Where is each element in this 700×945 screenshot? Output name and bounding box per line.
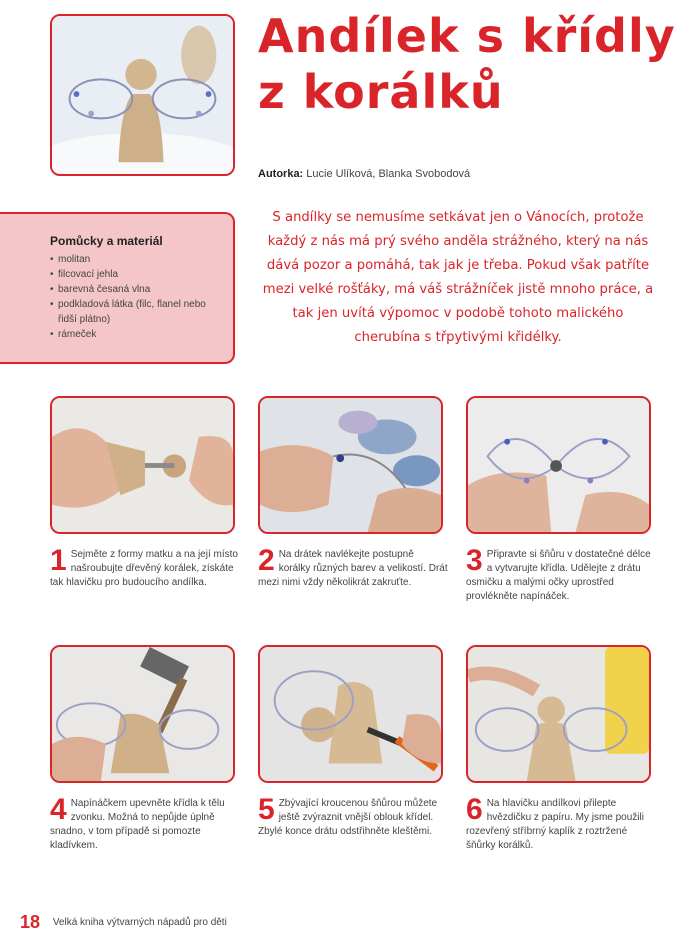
- author-line: [258, 168, 470, 180]
- step-number: 1: [50, 544, 67, 577]
- step-text: Sejměte z formy matku a na její místo našroubujte dřevěný korálek, získáte tak hlavičku pro budoucího andílka.: [50, 549, 238, 588]
- materials-heading: Pomůcky a materiál: [50, 234, 163, 248]
- step-4: [50, 793, 240, 853]
- step-6-photo: [466, 645, 651, 783]
- step-number: 4: [50, 793, 67, 826]
- list-item: • molitan: [50, 252, 221, 267]
- list-item: • podkladová látka (filc, flanel nebo řidší plátno): [50, 297, 221, 327]
- step-6: [466, 793, 656, 853]
- step-number: 2: [258, 544, 275, 577]
- list-item: • barevná česaná vlna: [50, 282, 221, 297]
- title-line-1: Andílek s křídly: [258, 9, 676, 63]
- step-4-photo: [50, 645, 235, 783]
- list-item: • rámeček: [50, 327, 221, 342]
- step-number: 5: [258, 793, 275, 826]
- book-title: Velká kniha výtvarných nápadů pro děti: [52, 917, 227, 929]
- step-2: [258, 544, 448, 590]
- intro-paragraph: S andílky se nemusíme setkávat jen o Vánocích, protože každý z nás má prý svého anděla strážného, který na nás dává pozor a pomáhá, tak jak je třeba. Pokud však patříte mezi velké rošťáky, má váš strážníček jistě mnoho práce, a tak jen uvítá výpomoc v podobě tohoto malického cherubína s třpytivými křidélky.: [262, 210, 654, 345]
- step-text: Připravte si šňůru v dostatečné délce a vytvarujte křídla. Udělejte z drátu osmičku a malými očky uprostřed provlékněte napínáček.: [466, 549, 651, 602]
- step-2-photo: [258, 396, 443, 534]
- step-1-photo: [50, 396, 235, 534]
- step-3-photo: [466, 396, 651, 534]
- author-names: Lucie Ulíková, Blanka Svobodová: [306, 168, 471, 180]
- materials-list: [50, 252, 221, 342]
- page-footer: [20, 912, 227, 933]
- step-3: [466, 544, 656, 604]
- title-line-2: z korálků: [258, 65, 504, 119]
- step-1: [50, 544, 240, 590]
- step-text: Napínáčkem upevněte křídla k tělu zvonku. Možná to nepůjde úplně snadno, v tom případě si pomozte kladívkem.: [50, 798, 225, 851]
- step-5-photo: [258, 645, 443, 783]
- step-text: Zbývající kroucenou šňůrou můžete ještě zvýraznit vnější oblouk křídel. Zbylé konce drátu odstřihněte kleštěmi.: [258, 798, 438, 837]
- materials-box: [0, 212, 235, 364]
- step-number: 6: [466, 793, 483, 826]
- step-text: Na drátek navlékejte postupně korálky různých barev a velikostí. Drát mezi nimi vždy několikrát zakruťte.: [258, 549, 448, 588]
- page-number: 18: [20, 912, 41, 932]
- step-number: 3: [466, 544, 483, 577]
- author-label: Autorka:: [258, 168, 304, 180]
- page-title: [258, 8, 688, 120]
- step-text: Na hlavičku andílkovi přilepte hvězdičku z papíru. My jsme použili rozevřený stříbrný kaplík z roztržené šňůrky korálků.: [466, 798, 644, 851]
- step-5: [258, 793, 448, 839]
- hero-photo-angel: [50, 14, 235, 176]
- list-item: • filcovací jehla: [50, 267, 221, 282]
